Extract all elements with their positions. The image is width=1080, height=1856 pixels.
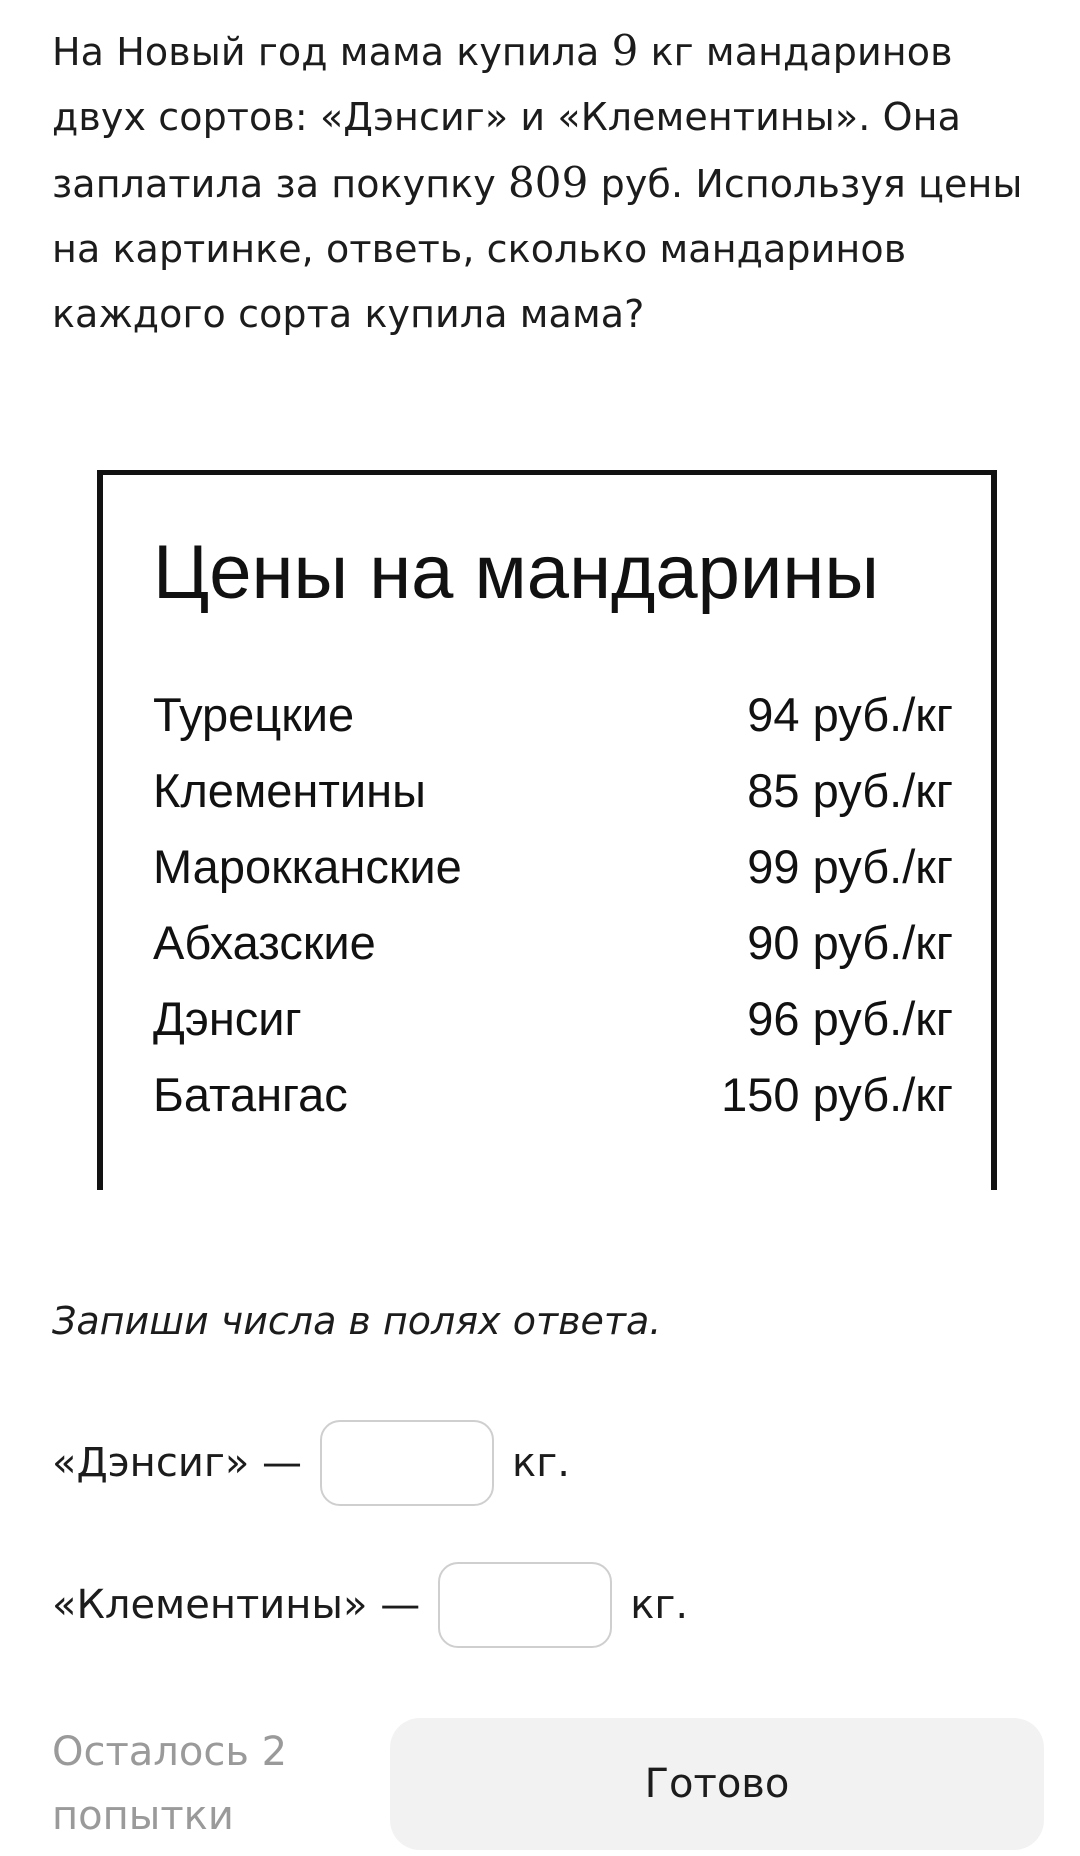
price-card-title: Цены на мандарины [153,530,879,615]
price-list [153,677,953,1133]
price-item-name: Клементины [153,764,426,817]
price-row [153,753,953,829]
price-row [153,1057,953,1133]
price-item-name: Дэнсиг [153,992,302,1045]
answer-label-densig: «Дэнсиг» — [52,1440,303,1486]
price-row [153,905,953,981]
price-item-price: 85 руб./кг [747,764,953,817]
densig-answer-input[interactable] [320,1420,494,1506]
answer-unit-densig: кг. [512,1440,570,1486]
problem-text-part1: На Новый год мама купила [52,30,612,74]
attempts-remaining: Осталось 2 попытки [52,1729,288,1839]
total-value: 809 [507,158,589,207]
weight-value: 9 [611,26,639,75]
price-item-name: Турецкие [153,688,355,741]
problem-text-part3: руб. Используя цены на картинке, ответь, сколько мандаринов каждого сорта купила мама? [52,162,1023,336]
instruction-text: Запиши числа в полях ответа. [52,1299,662,1343]
price-item-price: 94 руб./кг [747,688,953,741]
price-item-name: Марокканские [153,840,462,893]
answer-row-densig [52,1420,570,1506]
price-item-price: 150 руб./кг [721,1068,953,1121]
answer-row-clementines [52,1562,688,1648]
price-item-price: 99 руб./кг [747,840,953,893]
price-card [97,470,997,1190]
clementines-answer-input[interactable] [438,1562,612,1648]
price-row [153,829,953,905]
price-item-price: 90 руб./кг [747,916,953,969]
price-row [153,981,953,1057]
problem-statement [52,18,1042,347]
price-row [153,677,953,753]
done-button[interactable]: Готово [390,1718,1044,1850]
price-item-name: Абхазские [153,916,376,969]
price-item-price: 96 руб./кг [747,992,953,1045]
price-item-name: Батангас [153,1068,348,1121]
answer-unit-clementines: кг. [630,1582,689,1628]
problem-text-part2: кг мандаринов двух сортов: «Дэнсиг» и «Клементины». Она заплатила за покупку [52,30,961,206]
answer-label-clementines: «Клементины» — [52,1582,421,1628]
